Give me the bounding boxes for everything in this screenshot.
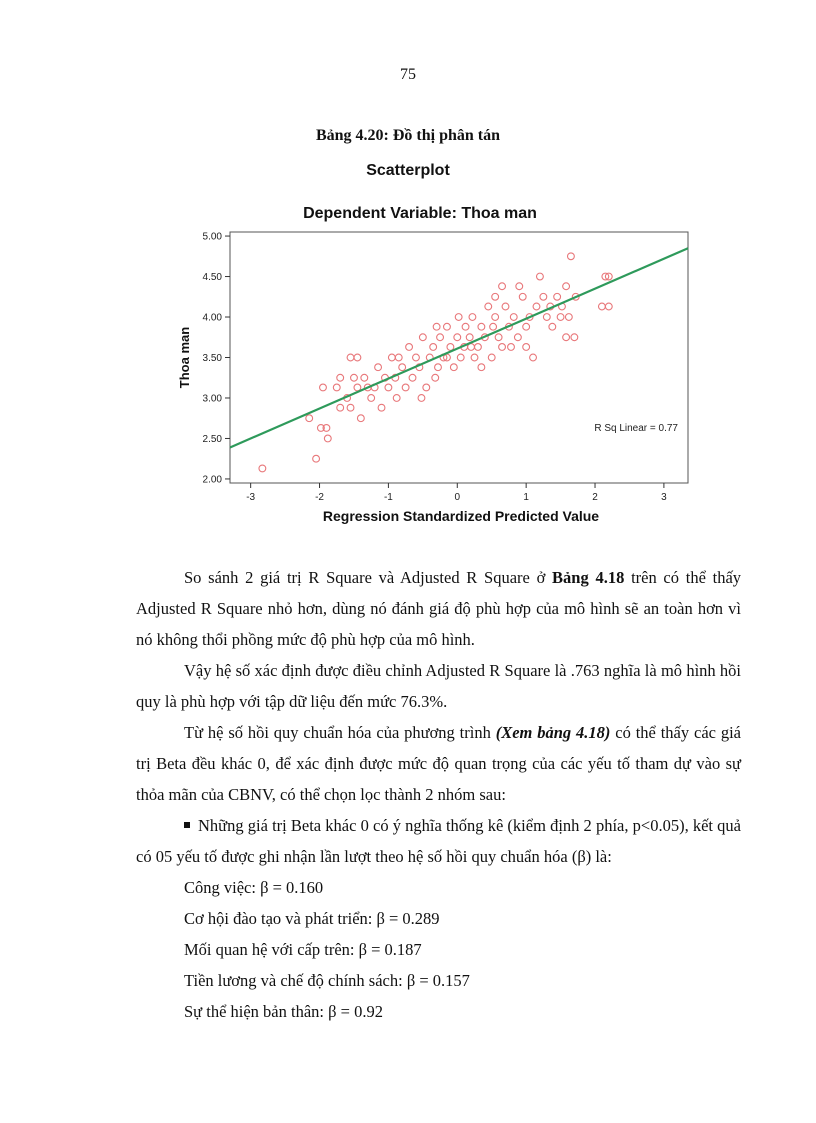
- x-axis-label: Regression Standardized Predicted Value: [322, 508, 600, 524]
- beta-item: Công việc: β = 0.160: [184, 878, 324, 897]
- square-bullet-icon: [184, 822, 190, 828]
- beta-item: Cơ hội đào tạo và phát triển: β = 0.289: [184, 909, 440, 928]
- beta-item: Tiền lương và chế độ chính sách: β = 0.157: [184, 971, 470, 990]
- x-tick-label: -1: [383, 492, 393, 503]
- y-tick-label: 2.50: [202, 433, 222, 445]
- x-tick-label: 0: [454, 492, 461, 503]
- r-square-annotation: R Sq Linear = 0.77: [594, 423, 678, 434]
- y-tick-label: 4.00: [202, 312, 222, 324]
- x-tick-label: 2: [592, 492, 598, 503]
- table-reference-italic: (Xem bảng 4.18): [495, 723, 611, 742]
- body-text: [136, 562, 741, 1027]
- y-axis-label: Thoa man: [177, 326, 192, 389]
- page-number: 75: [400, 66, 416, 83]
- y-tick-label: 2.00: [202, 474, 222, 486]
- y-tick-label: 4.50: [202, 272, 222, 284]
- paragraph-1: So sánh 2 giá trị R Square và Adjusted R Square ở Bảng 4.18 trên có thể thấy Adjusted R Square nhỏ hơn, dùng nó đánh giá độ phù hợp của mô hình sẽ an toàn hơn vì nó không thổi phồng mức độ phù hợp của mô hình.: [136, 568, 742, 649]
- x-tick-label: 3: [661, 492, 667, 503]
- beta-item: Mối quan hệ với cấp trên: β = 0.187: [184, 940, 422, 959]
- y-axis: [203, 232, 230, 486]
- y-tick-label: 3.50: [202, 353, 222, 364]
- beta-item: Sự thể hiện bản thân: β = 0.92: [184, 1002, 383, 1021]
- figure-caption: Bảng 4.20: Đồ thị phân tán: [315, 127, 501, 144]
- scatter-chart: [170, 225, 690, 505]
- x-tick-label: -2: [315, 492, 324, 503]
- plot-area: [230, 232, 688, 483]
- y-tick-label: 5.00: [202, 231, 222, 243]
- chart-subtitle: Dependent Variable: Thoa man: [303, 205, 537, 222]
- x-axis: [246, 483, 667, 503]
- x-tick-label: -3: [246, 492, 256, 503]
- paragraph-3: Từ hệ số hồi quy chuẩn hóa của phương trình (Xem bảng 4.18) có thể thấy các giá trị Beta đều khác 0, để xác định được mức độ quan trọng của các yếu tố tham dự vào sự thỏa mãn của CBNV, có thể chọn lọc thành 2 nhóm sau:: [136, 723, 741, 804]
- x-tick-label: 1: [523, 492, 529, 503]
- bullet-item: Những giá trị Beta khác 0 có ý nghĩa thống kê (kiểm định 2 phía, p<0.05), kết quả có 05 yếu tố được ghi nhận lần lượt theo hệ số hồi quy chuẩn hóa (β) là:: [136, 816, 741, 866]
- paragraph-2: Vậy hệ số xác định được điều chỉnh Adjusted R Square là .763 nghĩa là mô hình hồi quy là phù hợp với tập dữ liệu đến mức 76.3%.: [136, 661, 741, 711]
- y-tick-label: 3.00: [202, 393, 222, 405]
- table-reference: Bảng 4.18: [552, 568, 625, 587]
- chart-title: Scatterplot: [366, 162, 450, 179]
